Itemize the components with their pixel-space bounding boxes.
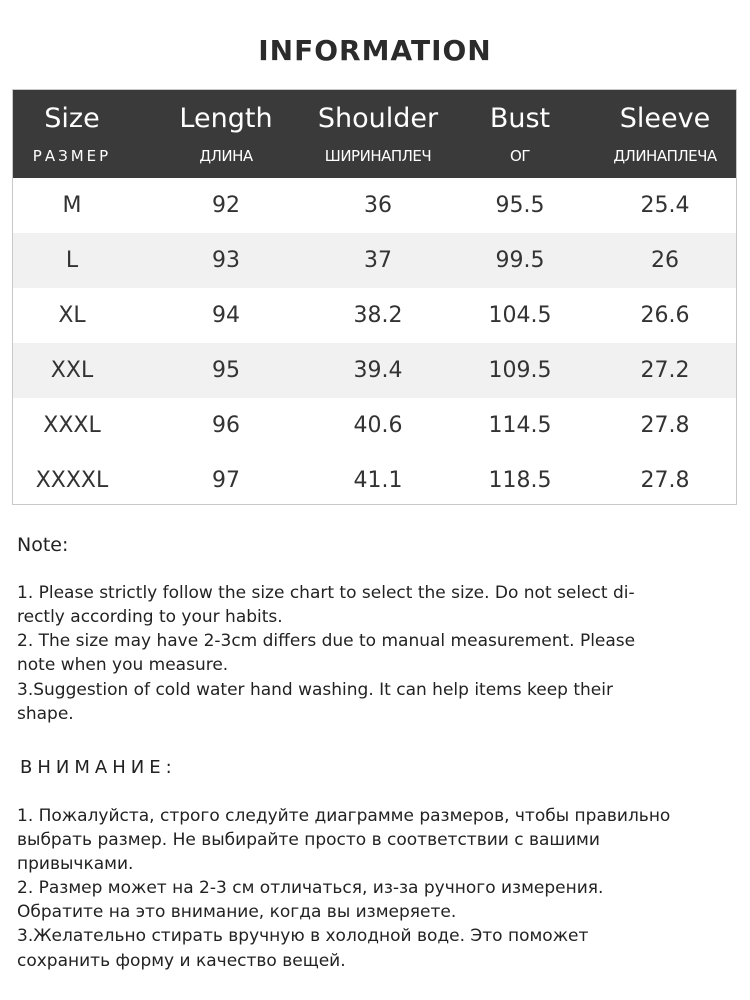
cell-sleeve: 26 [651,248,679,273]
cell-sleeve: 27.8 [640,468,690,493]
header-bust [445,90,595,178]
note-line: 2. The size may have 2-3cm differs due to manual measurement. Please [17,631,636,651]
cell-size: XXXL [43,413,101,438]
ru-note-line: выбрать размер. Не выбирайте просто в соответствии с вашими [17,830,600,850]
cell-shoulder: 41.1 [353,468,403,493]
size-chart-table [12,89,737,505]
cell-shoulder: 36 [364,193,392,218]
note-heading: Note: [17,534,69,556]
page-title: INFORMATION [258,34,492,67]
cell-bust: 99.5 [495,248,545,273]
header-shoulder-label-ru: ШИРИНАПЛЕЧ [324,147,432,165]
note-line: 3.Suggestion of cold water hand washing. It can help items keep their [17,680,613,700]
header-sleeve [590,90,737,178]
table-header [13,90,736,178]
cell-sleeve: 27.2 [640,358,690,383]
header-sleeve-label: Sleeve [619,103,711,134]
header-sleeve-label-ru: ДЛИНАПЛЕЧА [613,147,717,165]
ru-note-line: 1. Пожалуйста, строго следуйте диаграмме размеров, чтобы правильно [17,806,671,826]
cell-size: L [65,248,79,273]
ru-note-line: Обратите на это внимание, когда вы измеряете. [17,902,457,922]
cell-size: XL [58,303,86,328]
cell-shoulder: 39.4 [353,358,403,383]
cell-shoulder: 40.6 [353,413,403,438]
cell-bust: 109.5 [488,358,552,383]
table-row [13,398,736,453]
ru-note-line: 2. Размер может на 2-3 см отличаться, из-за ручного измерения. [17,878,604,898]
cell-shoulder: 37 [364,248,392,273]
ru-note-line: 3.Желательно стирать вручную в холодной воде. Это поможет [17,926,589,946]
cell-sleeve: 27.8 [640,413,690,438]
cell-length: 95 [212,358,240,383]
header-bust-label: Bust [489,103,551,134]
cell-sleeve: 26.6 [640,303,690,328]
table-row [13,453,736,505]
cell-bust: 114.5 [488,413,552,438]
cell-length: 94 [212,303,240,328]
cell-bust: 95.5 [495,193,545,218]
cell-size: XXXXL [35,468,109,493]
note-line: 1. Please strictly follow the size chart to select the size. Do not select di- [17,583,635,603]
header-shoulder [303,90,453,178]
note-line: note when you measure. [17,655,229,675]
cell-size: XXL [50,358,94,383]
cell-length: 92 [212,193,240,218]
header-bust-label-ru: ОГ [510,147,530,165]
cell-length: 96 [212,413,240,438]
cell-size: M [62,193,82,218]
note-line: shape. [17,704,74,724]
ru-note-heading: ВНИМАНИЕ: [20,757,177,778]
cell-bust: 104.5 [488,303,552,328]
table-row [13,233,736,288]
header-size [13,90,131,178]
cell-bust: 118.5 [488,468,552,493]
cell-length: 93 [212,248,240,273]
header-length-label: Length [179,103,273,134]
header-size-label: Size [44,103,100,134]
ru-note-line: привычками. [17,854,134,874]
header-length-label-ru: ДЛИНА [199,147,253,165]
note-line: rectly according to your habits. [17,607,283,627]
cell-length: 97 [212,468,240,493]
header-size-label-ru: РАЗМЕР [32,147,112,165]
cell-shoulder: 38.2 [353,303,403,328]
ru-note-line: сохранить форму и качество вещей. [17,951,346,971]
table-row [13,288,736,343]
table-row [13,343,736,398]
table-row [13,178,736,233]
cell-sleeve: 25.4 [640,193,690,218]
header-shoulder-label: Shoulder [317,103,439,134]
header-length [151,90,301,178]
